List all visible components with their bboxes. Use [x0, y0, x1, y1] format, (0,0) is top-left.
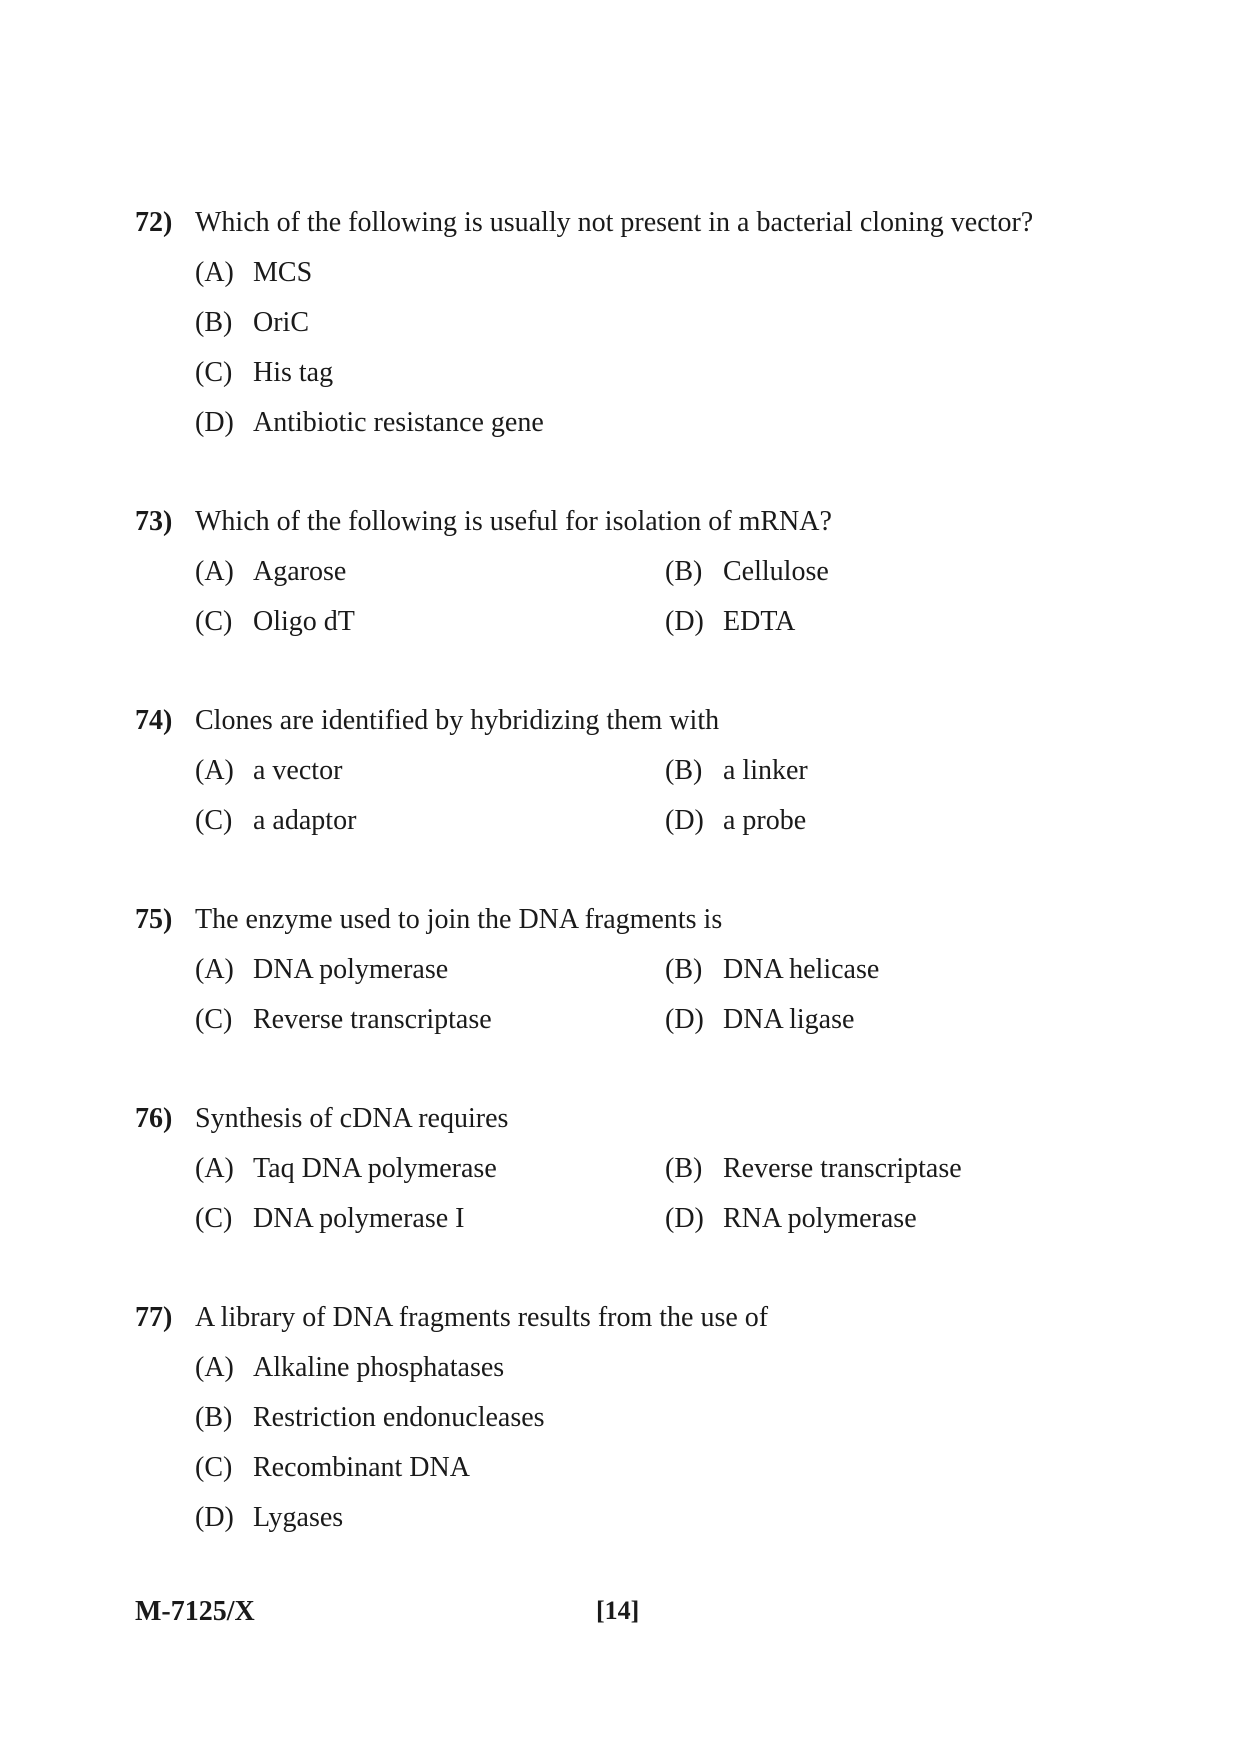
option-d	[665, 1202, 1135, 1236]
options-grid	[195, 953, 1115, 1037]
question-text: Synthesis of cDNA requires	[195, 1103, 509, 1134]
option-b	[665, 1152, 1135, 1186]
option-text: a probe	[723, 805, 807, 836]
option-letter: (D)	[665, 805, 704, 836]
option-text: DNA polymerase	[253, 954, 449, 985]
option-letter: (D)	[195, 1502, 234, 1533]
option-letter: (B)	[195, 307, 233, 338]
option-text: His tag	[253, 357, 334, 388]
options-list	[195, 256, 1115, 440]
option-letter: (B)	[195, 1402, 233, 1433]
option-letter: (A)	[195, 954, 234, 985]
question-number: 73)	[135, 506, 173, 537]
option-letter: (A)	[195, 1153, 234, 1184]
option-text: Oligo dT	[253, 606, 355, 637]
option-c	[195, 605, 665, 639]
options-list	[195, 1351, 1115, 1535]
question-text: Which of the following is usually not present in a bacterial cloning vector?	[195, 207, 1034, 238]
question-number: 72)	[135, 207, 173, 238]
question-number: 75)	[135, 904, 173, 935]
option-letter: (C)	[195, 357, 233, 388]
question-text: A library of DNA fragments results from the use of	[195, 1302, 769, 1333]
option-d	[665, 605, 1135, 639]
option-letter: (A)	[195, 556, 234, 587]
option-a	[195, 953, 665, 987]
option-text: Cellulose	[723, 556, 829, 587]
option-text: DNA ligase	[723, 1004, 855, 1035]
question-74	[135, 704, 1115, 838]
option-text: OriC	[253, 307, 309, 338]
option-letter: (B)	[665, 954, 703, 985]
options-grid	[195, 1152, 1115, 1236]
question-text: Which of the following is useful for isolation of mRNA?	[195, 506, 832, 537]
option-letter: (A)	[195, 257, 234, 288]
option-letter: (B)	[665, 556, 703, 587]
option-text: Taq DNA polymerase	[253, 1153, 497, 1184]
option-c	[195, 1451, 665, 1485]
option-a	[195, 754, 665, 788]
option-letter: (C)	[195, 1004, 233, 1035]
option-text: a adaptor	[253, 805, 357, 836]
question-72	[135, 206, 1115, 440]
option-text: DNA polymerase I	[253, 1203, 465, 1234]
question-text: The enzyme used to join the DNA fragments is	[195, 904, 723, 935]
option-letter: (D)	[665, 606, 704, 637]
option-text: RNA polymerase	[723, 1203, 917, 1234]
option-d	[195, 406, 665, 440]
option-b	[665, 555, 1135, 589]
option-d	[665, 1003, 1135, 1037]
option-text: Reverse transcriptase	[723, 1153, 962, 1184]
option-text: Alkaline phosphatases	[253, 1352, 505, 1383]
option-c	[195, 356, 665, 390]
option-c	[195, 1003, 665, 1037]
option-text: Lygases	[253, 1502, 344, 1533]
option-text: EDTA	[723, 606, 796, 637]
question-73	[135, 505, 1115, 639]
option-text: Restriction endonucleases	[253, 1402, 545, 1433]
option-letter: (C)	[195, 1203, 233, 1234]
question-number: 77)	[135, 1302, 173, 1333]
option-c	[195, 804, 665, 838]
options-grid	[195, 555, 1115, 639]
option-b	[665, 754, 1135, 788]
option-letter: (D)	[665, 1004, 704, 1035]
option-a	[195, 555, 665, 589]
option-letter: (C)	[195, 1452, 233, 1483]
option-letter: (D)	[665, 1203, 704, 1234]
option-text: MCS	[253, 257, 313, 288]
option-b	[195, 306, 665, 340]
question-number: 76)	[135, 1103, 173, 1134]
option-text: a vector	[253, 755, 343, 786]
question-number: 74)	[135, 705, 173, 736]
option-text: Antibiotic resistance gene	[253, 407, 544, 438]
option-text: a linker	[723, 755, 808, 786]
question-75	[135, 903, 1115, 1037]
option-letter: (B)	[665, 755, 703, 786]
option-letter: (A)	[195, 1352, 234, 1383]
option-d	[195, 1501, 665, 1535]
option-c	[195, 1202, 665, 1236]
option-a	[195, 1152, 665, 1186]
option-letter: (B)	[665, 1153, 703, 1184]
options-grid	[195, 754, 1115, 838]
question-76	[135, 1102, 1115, 1236]
question-77	[135, 1301, 1115, 1535]
page-number: [14]	[596, 1596, 640, 1625]
option-text: Agarose	[253, 556, 347, 587]
option-text: DNA helicase	[723, 954, 880, 985]
option-letter: (A)	[195, 755, 234, 786]
question-text: Clones are identified by hybridizing them with	[195, 705, 720, 736]
option-text: Reverse transcriptase	[253, 1004, 492, 1035]
option-letter: (C)	[195, 606, 233, 637]
option-a	[195, 1351, 665, 1385]
option-b	[195, 1401, 665, 1435]
paper-code: M-7125/X	[135, 1596, 255, 1627]
option-letter: (D)	[195, 407, 234, 438]
option-text: Recombinant DNA	[253, 1452, 470, 1483]
option-b	[665, 953, 1135, 987]
option-letter: (C)	[195, 805, 233, 836]
option-d	[665, 804, 1135, 838]
option-a	[195, 256, 665, 290]
